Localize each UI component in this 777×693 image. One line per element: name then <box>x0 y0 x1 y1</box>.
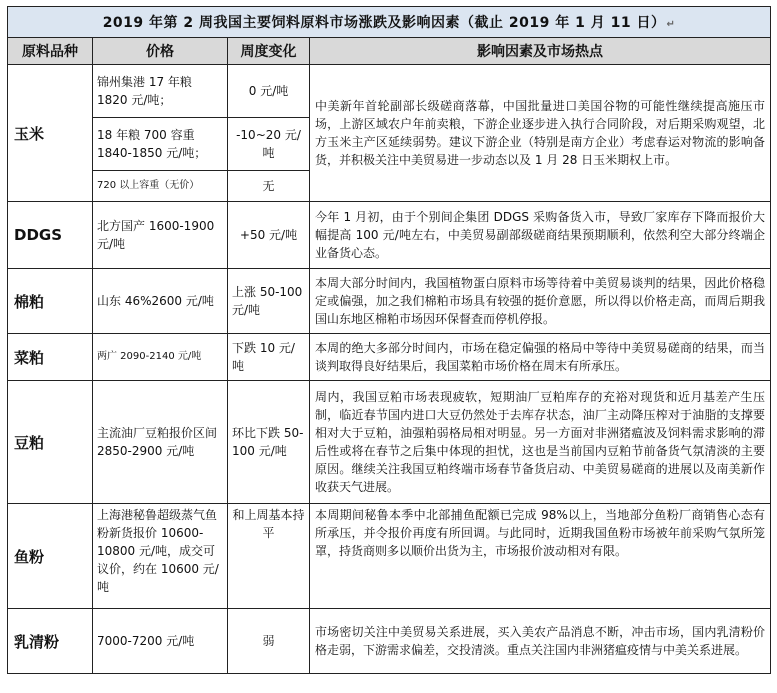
header-material: 原料品种 <box>8 38 93 65</box>
cottonmeal-factor: 本周大部分时间内，我国植物蛋白原料市场等待着中美贸易谈判的结果，因此价格稳定或偏强，加之我们棉粕市场具有较强的挺价意愿，所以得以价格走高，而周后期我国山东地区棉粕市场因环保督查而停机停报。 <box>310 269 771 334</box>
corn-factor: 中美新年首轮副部长级磋商落幕，中国批量进口美国谷物的可能性继续提高施压市场，上游区域农户年前卖粮，下游企业逐步进入执行合同阶段，对后期采购观望，北方玉米主产区延续弱势。建议下游企业（特别是南方企业）考虑春运对物流的影响备货，并积极关注中美贸易进一步动态以及 1 月 28 日玉米期权上市。 <box>310 65 771 202</box>
corn-price-1: 锦州集港 17 年粮 1820 元/吨； <box>93 65 228 118</box>
fishmeal-price: 上海港秘鲁超级蒸气鱼粉新货报价 10600-10800 元/吨，成交可议价，约在 10600 元/吨 <box>93 504 228 609</box>
whey-price: 7000-7200 元/吨 <box>93 609 228 674</box>
corn-price-2: 18 年粮 700 容重 1840-1850 元/吨； <box>93 118 228 171</box>
table-row-ddgs <box>8 202 771 269</box>
header-weekly-change: 周度变化 <box>228 38 310 65</box>
fishmeal-change: 和上周基本持平 <box>228 504 310 609</box>
rapemeal-factor: 本周的绝大多部分时间内，市场在稳定偏强的格局中等待中美贸易磋商的结果，而当谈判取得良好结果后，我国菜粕市场价格在周末有所承压。 <box>310 334 771 381</box>
header-factors: 影响因素及市场热点 <box>310 38 771 65</box>
whey-factor: 市场密切关注中美贸易关系进展，买入美农产品消息不断，冲击市场，国内乳清粉价格走弱，下游需求偏差，交投清淡。重点关注国内非洲猪瘟疫情与中美关系进展。 <box>310 609 771 674</box>
material-cottonmeal: 棉粕 <box>8 269 93 334</box>
table-row-corn <box>8 65 771 118</box>
table-row-rapemeal <box>8 334 771 381</box>
ddgs-change: +50 元/吨 <box>228 202 310 269</box>
table-row-cottonmeal <box>8 269 771 334</box>
soymeal-factor: 周内，我国豆粕市场表现疲软，短期油厂豆粕库存的充裕对现货和近月基差产生压制，临近春节国内进口大豆仍然处于去库存状态，油厂主动降压榨对于油脂的支撑要相对大于豆粕，油强粕弱格局相对明显。另一方面对非洲猪瘟波及饲料需求影响的滞后性或将在春节之后集中体现的担忧，这也是当前国内豆粕节前备货气氛清淡的主要原因。继续关注我国豆粕终端市场春节备货启动、中美贸易磋商的进展以及南美新作收获天气进展。 <box>310 381 771 504</box>
table-header-row <box>8 38 771 65</box>
cottonmeal-price: 山东 46%2600 元/吨 <box>93 269 228 334</box>
table-row-whey <box>8 609 771 674</box>
fishmeal-factor: 本周期间秘鲁本季中北部捕鱼配额已完成 98%以上，当地部分鱼粉厂商销售心态有所承压，并令报价再度有所回调。与此同时，近期我国鱼粉市场被年前采购气氛所笼罩，持货商则多以顺价出货为主，市场报价波动相对有限。 <box>310 504 771 609</box>
report-table-container <box>7 6 770 674</box>
table-row-fishmeal <box>8 504 771 609</box>
material-corn: 玉米 <box>8 65 93 202</box>
cottonmeal-change: 上涨 50-100 元/吨 <box>228 269 310 334</box>
ddgs-factor: 今年 1 月初，由于个别间企集团 DDGS 采购备货入市，导致厂家库存下降而报价大幅提高 100 元/吨左右，中美贸易副部级磋商结果预期顺利，依然利空大部分终端企业备货心态。 <box>310 202 771 269</box>
feed-market-table <box>7 6 771 674</box>
material-soymeal: 豆粕 <box>8 381 93 504</box>
material-whey: 乳清粉 <box>8 609 93 674</box>
soymeal-price: 主流油厂豆粕报价区间 2850-2900 元/吨 <box>93 381 228 504</box>
corn-price-3: 720 以上容重（无价） <box>93 171 228 202</box>
rapemeal-price: 两广 2090-2140 元/吨 <box>93 334 228 381</box>
corn-change-2: -10~20 元/吨 <box>228 118 310 171</box>
material-fishmeal: 鱼粉 <box>8 504 93 609</box>
material-rapemeal: 菜粕 <box>8 334 93 381</box>
material-ddgs: DDGS <box>8 202 93 269</box>
corn-change-1: 0 元/吨 <box>228 65 310 118</box>
soymeal-change: 环比下跌 50-100 元/吨 <box>228 381 310 504</box>
whey-change: 弱 <box>228 609 310 674</box>
ddgs-price: 北方国产 1600-1900 元/吨 <box>93 202 228 269</box>
table-title: 2019 年第 2 周我国主要饲料原料市场涨跌及影响因素（截止 2019 年 1 月 11 日）↵ <box>8 7 771 38</box>
header-price: 价格 <box>93 38 228 65</box>
rapemeal-change: 下跌 10 元/吨 <box>228 334 310 381</box>
corn-change-3: 无 <box>228 171 310 202</box>
table-row-soymeal <box>8 381 771 504</box>
table-title-row <box>8 7 771 38</box>
